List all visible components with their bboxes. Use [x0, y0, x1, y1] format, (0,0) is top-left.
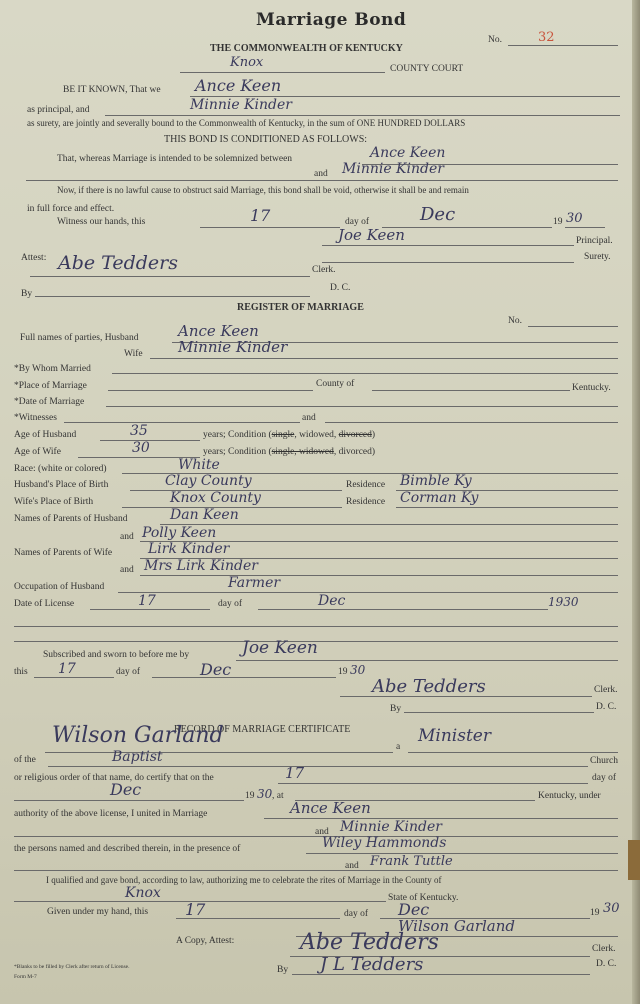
parents-husband-and: and	[120, 532, 134, 542]
sworn-clerk-signature: Abe Tedders	[372, 676, 486, 697]
sworn-year-prefix: 19	[338, 667, 348, 677]
surety-text: as surety, are jointly and severally bound to the Commonwealth of Kentucky, in the sum of ONE HUNDRED DOLLARS	[27, 118, 466, 128]
as-principal-text: as principal, and	[27, 105, 90, 115]
sworn-this-label: this	[14, 667, 28, 677]
clerk-label: Clerk.	[312, 265, 336, 275]
given-month: Dec	[398, 900, 430, 919]
cert-day-of-label: day of	[592, 773, 617, 783]
cert-month: Dec	[110, 780, 142, 799]
commonwealth-heading: THE COMMONWEALTH OF KENTUCKY	[210, 43, 403, 54]
kentucky-under-text: Kentucky, under	[538, 791, 601, 801]
whereas-text: That, whereas Marriage is intended to be solemnized between	[57, 154, 293, 164]
principal-signature: Joe Keen	[338, 226, 405, 244]
church-name: Baptist	[112, 749, 163, 765]
church-label: Church	[590, 756, 618, 766]
attest-by-label: By	[277, 965, 289, 975]
kentucky-label: Kentucky.	[572, 383, 611, 393]
husband-birth-value: Clay County	[165, 473, 252, 489]
husband-name: Ance Keen	[178, 322, 259, 340]
witness-text: Witness our hands, this	[57, 217, 146, 227]
witnesses-label: *Witnesses	[14, 413, 57, 423]
witness-2: Frank Tuttle	[370, 854, 453, 869]
race-value: White	[178, 457, 220, 473]
register-no-label: No.	[508, 316, 522, 326]
parents-wife-and: and	[120, 565, 134, 575]
wife-birth-value: Knox County	[170, 490, 261, 506]
form-number: Form M-7	[14, 974, 37, 980]
cert-at-label: , at	[272, 791, 284, 801]
wife-birth-label: Wife's Place of Birth	[14, 497, 94, 507]
sworn-day-of-label: day of	[116, 667, 141, 677]
given-day: 17	[185, 900, 206, 919]
conditioned-heading: THIS BOND IS CONDITIONED AS FOLLOWS:	[164, 134, 368, 145]
age-husband-label: Age of Husband	[14, 430, 77, 440]
wife-label: Wife	[124, 349, 143, 359]
qualified-county: Knox	[125, 885, 161, 901]
and-label: and	[314, 169, 328, 179]
sworn-month: Dec	[200, 660, 232, 679]
qualified-text: I qualified and gave bond, according to law, authorizing me to celebrate the rites of Marriage in the County of	[46, 875, 442, 885]
condition-husband: years; Condition (single, widowed, divorced)	[203, 430, 376, 440]
religious-order-text: or religious order of that name, do certify that on the	[14, 773, 214, 783]
license-year: 1930	[548, 595, 579, 609]
given-day-of-label: day of	[344, 909, 369, 919]
county-value: Knox	[230, 55, 264, 70]
principal-label: Principal.	[576, 236, 613, 246]
county-of-label: County of	[316, 379, 355, 389]
attest-clerk-signature: Abe Tedders	[300, 930, 439, 955]
year-prefix: 19	[553, 217, 563, 227]
footer-note: *Blanks to be filled by Clerk after return of License.	[14, 964, 130, 970]
by-whom-label: *By Whom Married	[14, 364, 91, 374]
occupation-label: Occupation of Husband	[14, 582, 105, 592]
wife-residence-value: Corman Ky	[400, 490, 479, 506]
wife-name: Minnie Kinder	[178, 338, 288, 356]
condition-wife: years; Condition (single, widowed, divorced)	[203, 447, 376, 457]
full-names-label: Full names of parties, Husband	[20, 333, 139, 343]
county-court-label: COUNTY COURT	[390, 64, 464, 74]
given-text: Given under my hand, this	[47, 907, 149, 917]
husband-birth-label: Husband's Place of Birth	[14, 480, 109, 490]
witnesses-and-label: and	[345, 861, 359, 871]
given-year: 30	[603, 901, 620, 916]
surety-name: Minnie Kinder	[190, 97, 292, 113]
witnesses-and-label: and	[302, 413, 316, 423]
united-party-1: Ance Keen	[290, 799, 371, 817]
a-label: a	[396, 742, 401, 752]
attest-signature: Abe Tedders	[58, 252, 179, 274]
sworn-clerk-label: Clerk.	[594, 685, 618, 695]
document-title: Marriage Bond	[256, 10, 407, 30]
cert-year-prefix: 19	[245, 791, 255, 801]
husband-residence-label: Residence	[346, 480, 386, 490]
united-and-label: and	[315, 827, 329, 837]
age-wife-label: Age of Wife	[14, 447, 61, 457]
witness-1: Wiley Hammonds	[322, 835, 447, 851]
attest-label: Attest:	[21, 253, 47, 263]
attest-dc-label: D. C.	[596, 959, 617, 969]
license-day: 17	[138, 593, 156, 609]
deputy-clerk-signature: J L Tedders	[320, 954, 424, 975]
register-heading: REGISTER OF MARRIAGE	[237, 302, 364, 313]
age-husband-value: 35	[130, 423, 148, 439]
sworn-by-label: By	[390, 704, 402, 714]
age-wife-value: 30	[132, 440, 150, 456]
united-party-2: Minnie Kinder	[340, 819, 442, 835]
minister-signature: Wilson Garland	[398, 917, 516, 935]
bond-number-label: No.	[488, 35, 502, 45]
principal-name: Ance Keen	[195, 76, 282, 95]
parent-husband-2: Polly Keen	[142, 525, 217, 541]
be-it-known-text: BE IT KNOWN, That we	[63, 85, 161, 95]
sworn-dc-label: D. C.	[596, 702, 617, 712]
sworn-day: 17	[58, 661, 76, 677]
surety-label: Surety.	[584, 252, 611, 262]
copy-attest-label: A Copy, Attest:	[176, 936, 235, 946]
party2-name: Minnie Kinder	[342, 161, 444, 177]
license-day-of-label: day of	[218, 599, 243, 609]
bond-year: 30	[566, 211, 583, 226]
minister-role: Minister	[418, 726, 491, 746]
full-force-text: in full force and effect.	[27, 204, 115, 214]
place-label: *Place of Marriage	[14, 381, 87, 391]
wife-residence-label: Residence	[346, 497, 386, 507]
sworn-text: Subscribed and sworn to before me by	[43, 650, 190, 660]
bond-month: Dec	[420, 204, 456, 225]
state-of-kentucky: State of Kentucky.	[388, 893, 459, 903]
authority-text: authority of the above license, I united in Marriage	[14, 809, 208, 819]
parents-wife-label: Names of Parents of Wife	[14, 548, 113, 558]
occupation-value: Farmer	[228, 575, 281, 591]
binder-tab	[628, 840, 640, 880]
sworn-name: Joe Keen	[242, 638, 318, 658]
by-label: By	[21, 289, 33, 299]
dc-label: D. C.	[330, 283, 351, 293]
cert-day: 17	[285, 764, 305, 782]
race-label: Race: (white or colored)	[14, 464, 107, 474]
parent-wife-1: Lirk Kinder	[148, 541, 230, 557]
husband-residence-value: Bimble Ky	[400, 473, 472, 489]
date-of-marriage-label: *Date of Marriage	[14, 397, 85, 407]
date-license-label: Date of License	[14, 599, 75, 609]
now-if-text: Now, if there is no lawful cause to obstruct said Marriage, this bond shall be void, otherwise it shall be and remain	[57, 185, 469, 195]
cert-year: 30	[257, 787, 273, 801]
attest-clerk-label: Clerk.	[592, 944, 616, 954]
parent-wife-2: Mrs Lirk Kinder	[144, 558, 258, 574]
certificate-heading: RECORD OF MARRIAGE CERTIFICATE	[174, 724, 351, 735]
of-the-label: of the	[14, 755, 36, 765]
persons-named-text: the persons named and described therein, in the presence of	[14, 844, 241, 854]
parents-husband-label: Names of Parents of Husband	[14, 514, 128, 524]
minister-name: Wilson Garland	[52, 723, 224, 748]
license-month: Dec	[318, 593, 346, 609]
bond-day: 17	[250, 206, 271, 225]
given-year-prefix: 19	[590, 908, 600, 918]
party1-name: Ance Keen	[370, 145, 446, 161]
parent-husband-1: Dan Keen	[170, 507, 239, 523]
day-of-label: day of	[345, 217, 370, 227]
bond-number-value: 32	[538, 30, 555, 45]
sworn-year: 30	[350, 663, 366, 677]
